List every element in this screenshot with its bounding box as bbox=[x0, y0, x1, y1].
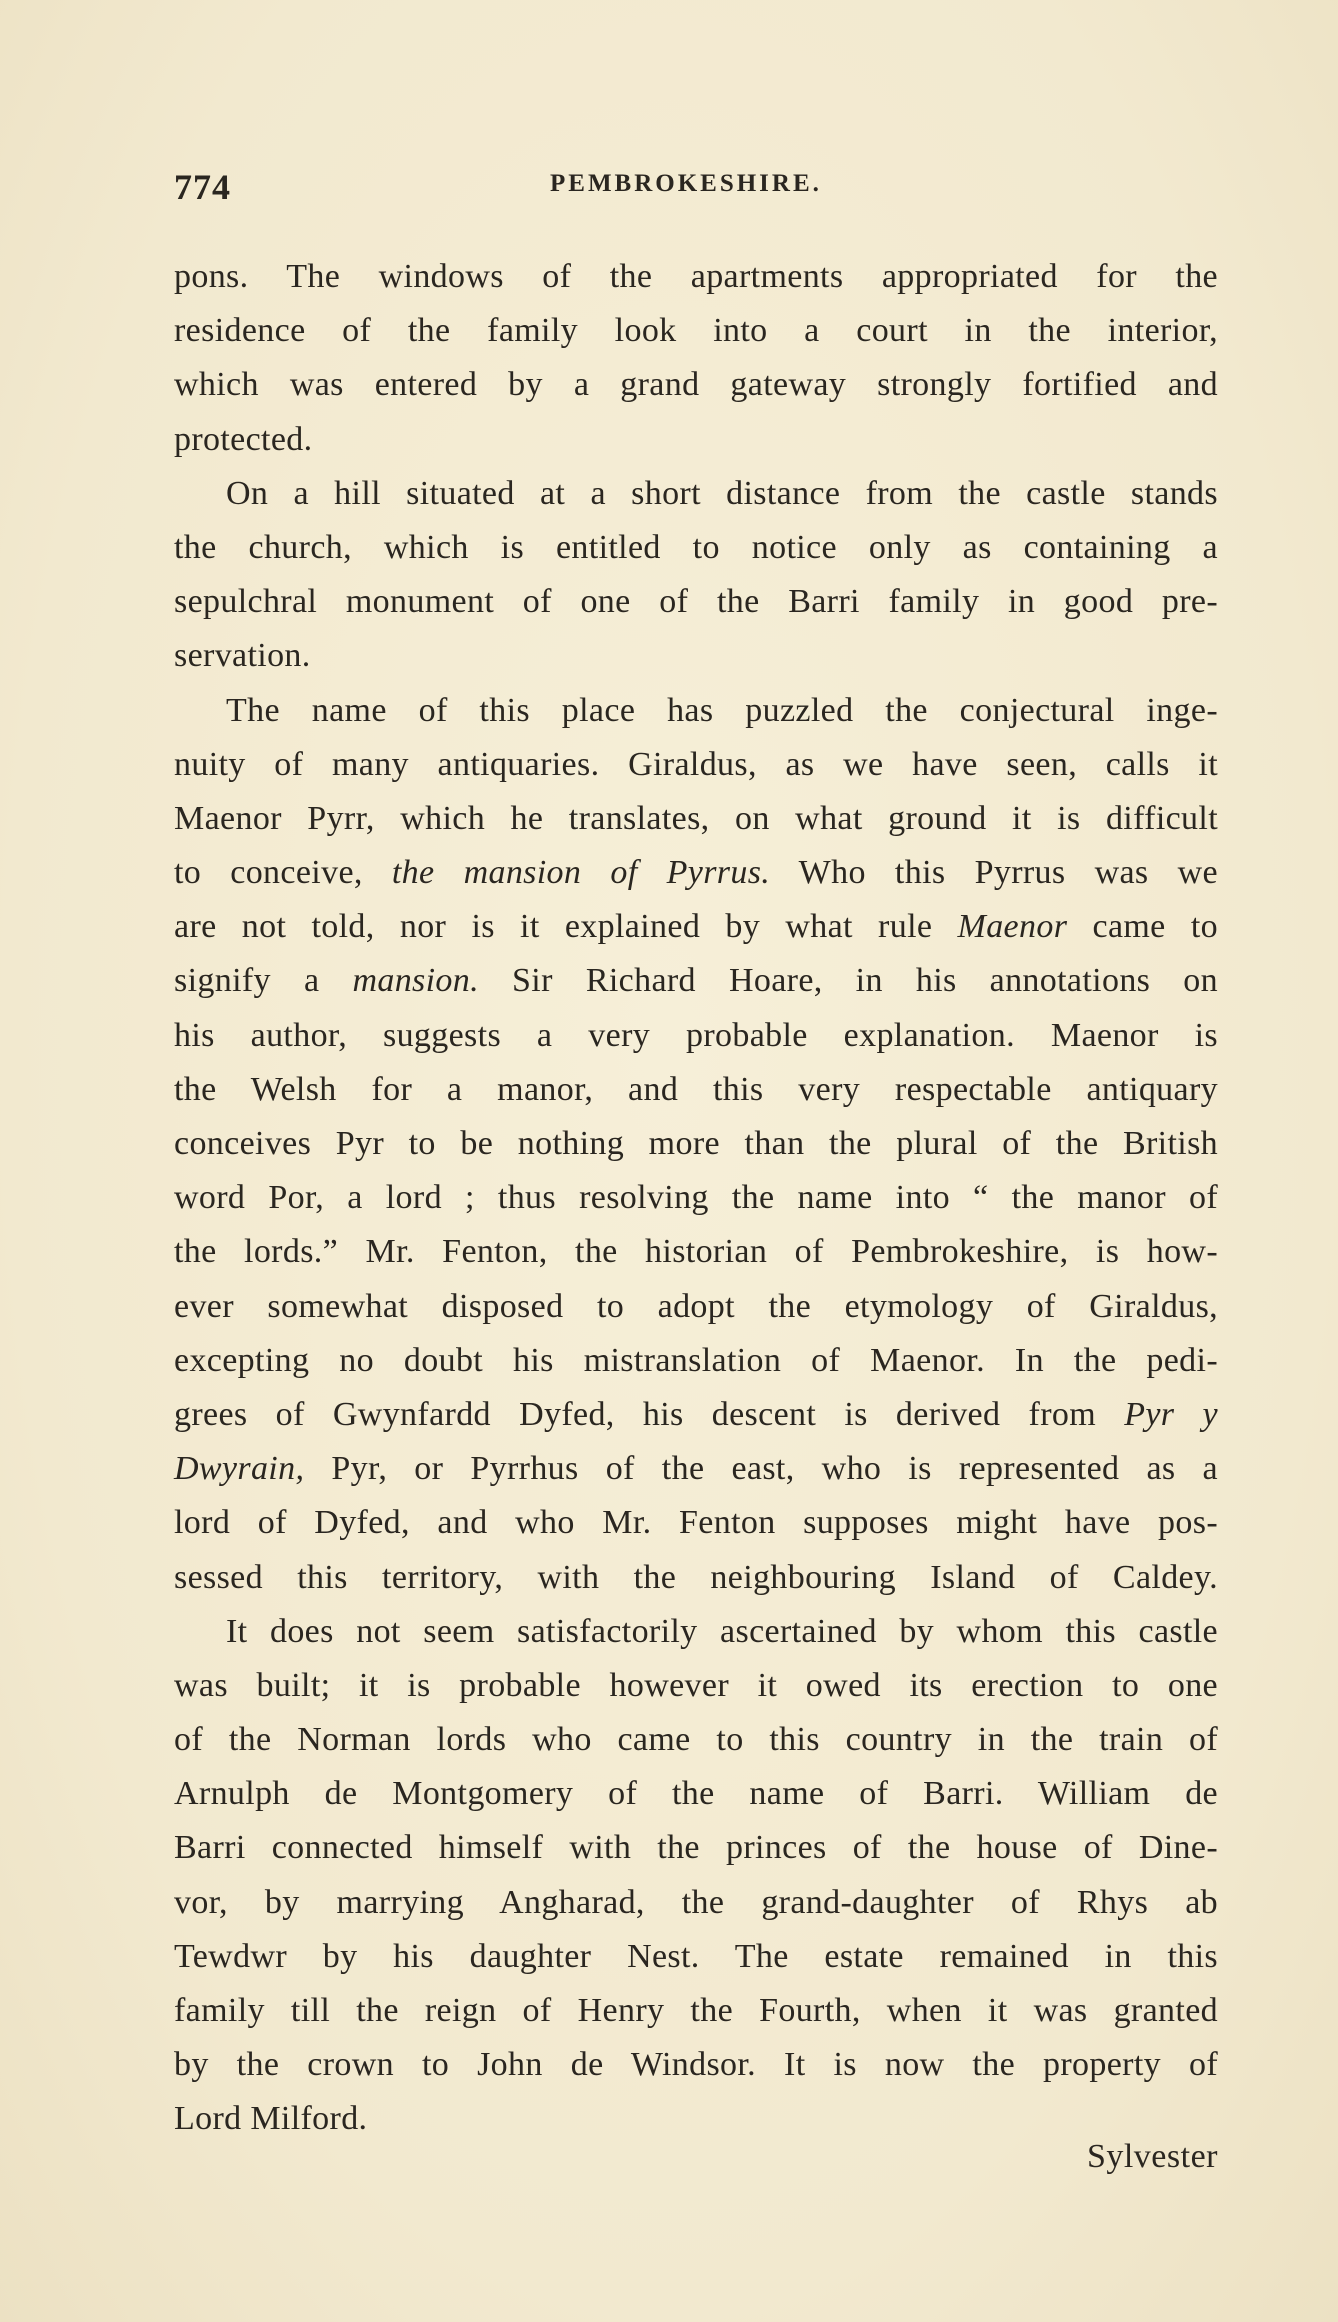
text-line: Arnulph de Montgomery of the name of Barri. William de bbox=[174, 1775, 1218, 1813]
text-line: nuity of many antiquaries. Giraldus, as we have seen, calls it bbox=[174, 745, 1218, 783]
text-line: by the crown to John de Windsor. It is now the property of bbox=[174, 2046, 1218, 2084]
text-line: was built; it is probable however it owed its erection to one bbox=[174, 1666, 1218, 1704]
text-line: servation. bbox=[174, 637, 311, 675]
text-line: sessed this territory, with the neighbouring Island of Caldey. bbox=[174, 1558, 1218, 1596]
text-line: of the Norman lords who came to this country in the train of bbox=[174, 1721, 1218, 1759]
text-line: protected. bbox=[174, 420, 313, 458]
text-line: are not told, nor is it explained by what rule Maenor came to bbox=[174, 908, 1218, 946]
text-line: Lord Milford. bbox=[174, 2100, 368, 2138]
paragraph-start-line: On a hill situated at a short distance from the castle stands bbox=[226, 474, 1218, 512]
running-head bbox=[174, 166, 1218, 210]
text-line: the lords.” Mr. Fenton, the historian of Pembrokeshire, is how- bbox=[174, 1233, 1218, 1271]
paragraph-start-line: The name of this place has puzzled the conjectural inge- bbox=[226, 691, 1218, 729]
text-line: word Por, a lord ; thus resolving the name into “ the manor of bbox=[174, 1179, 1218, 1217]
text-line: Tewdwr by his daughter Nest. The estate remained in this bbox=[174, 1937, 1218, 1975]
text-line: excepting no doubt his mistranslation of Maenor. In the pedi- bbox=[174, 1341, 1218, 1379]
text-line: pons. The windows of the apartments appropriated for the bbox=[174, 258, 1218, 295]
text-line: to conceive, the mansion of Pyrrus. Who this Pyrrus was we bbox=[174, 854, 1218, 892]
paragraph-start-line: It does not seem satisfactorily ascertained by whom this castle bbox=[226, 1612, 1218, 1650]
text-line: Maenor Pyrr, which he translates, on what ground it is difficult bbox=[174, 799, 1218, 837]
text-line: Barri connected himself with the princes of the house of Dine- bbox=[174, 1829, 1218, 1867]
text-line: conceives Pyr to be nothing more than the plural of the British bbox=[174, 1125, 1218, 1162]
text-line: grees of Gwynfardd Dyfed, his descent is derived from Pyr y bbox=[174, 1395, 1218, 1433]
text-line: the Welsh for a manor, and this very respectable antiquary bbox=[174, 1070, 1218, 1108]
page-number: 774 bbox=[174, 167, 231, 207]
text-line: his author, suggests a very probable explanation. Maenor is bbox=[174, 1016, 1218, 1054]
text-line: family till the reign of Henry the Fourth, when it was granted bbox=[174, 1992, 1218, 2029]
text-line: ever somewhat disposed to adopt the etymology of Giraldus, bbox=[174, 1287, 1218, 1325]
catchword: Sylvester bbox=[1086, 2138, 1218, 2175]
text-line: signify a mansion. Sir Richard Hoare, in his annotations on bbox=[174, 962, 1218, 1000]
text-line: lord of Dyfed, and who Mr. Fenton supposes might have pos- bbox=[174, 1504, 1218, 1542]
body-text bbox=[174, 250, 1218, 2147]
text-line: which was entered by a grand gateway strongly fortified and bbox=[174, 366, 1218, 404]
running-title: PEMBROKESHIRE. bbox=[550, 170, 822, 197]
text-line: the church, which is entitled to notice only as containing a bbox=[174, 528, 1218, 566]
text-line: Dwyrain, Pyr, or Pyrrhus of the east, who is represented as a bbox=[174, 1450, 1218, 1488]
text-line: vor, by marrying Angharad, the grand-daughter of Rhys ab bbox=[174, 1883, 1218, 1921]
text-line: residence of the family look into a court in the interior, bbox=[174, 312, 1218, 350]
text-line: sepulchral monument of one of the Barri family in good pre- bbox=[174, 583, 1218, 621]
